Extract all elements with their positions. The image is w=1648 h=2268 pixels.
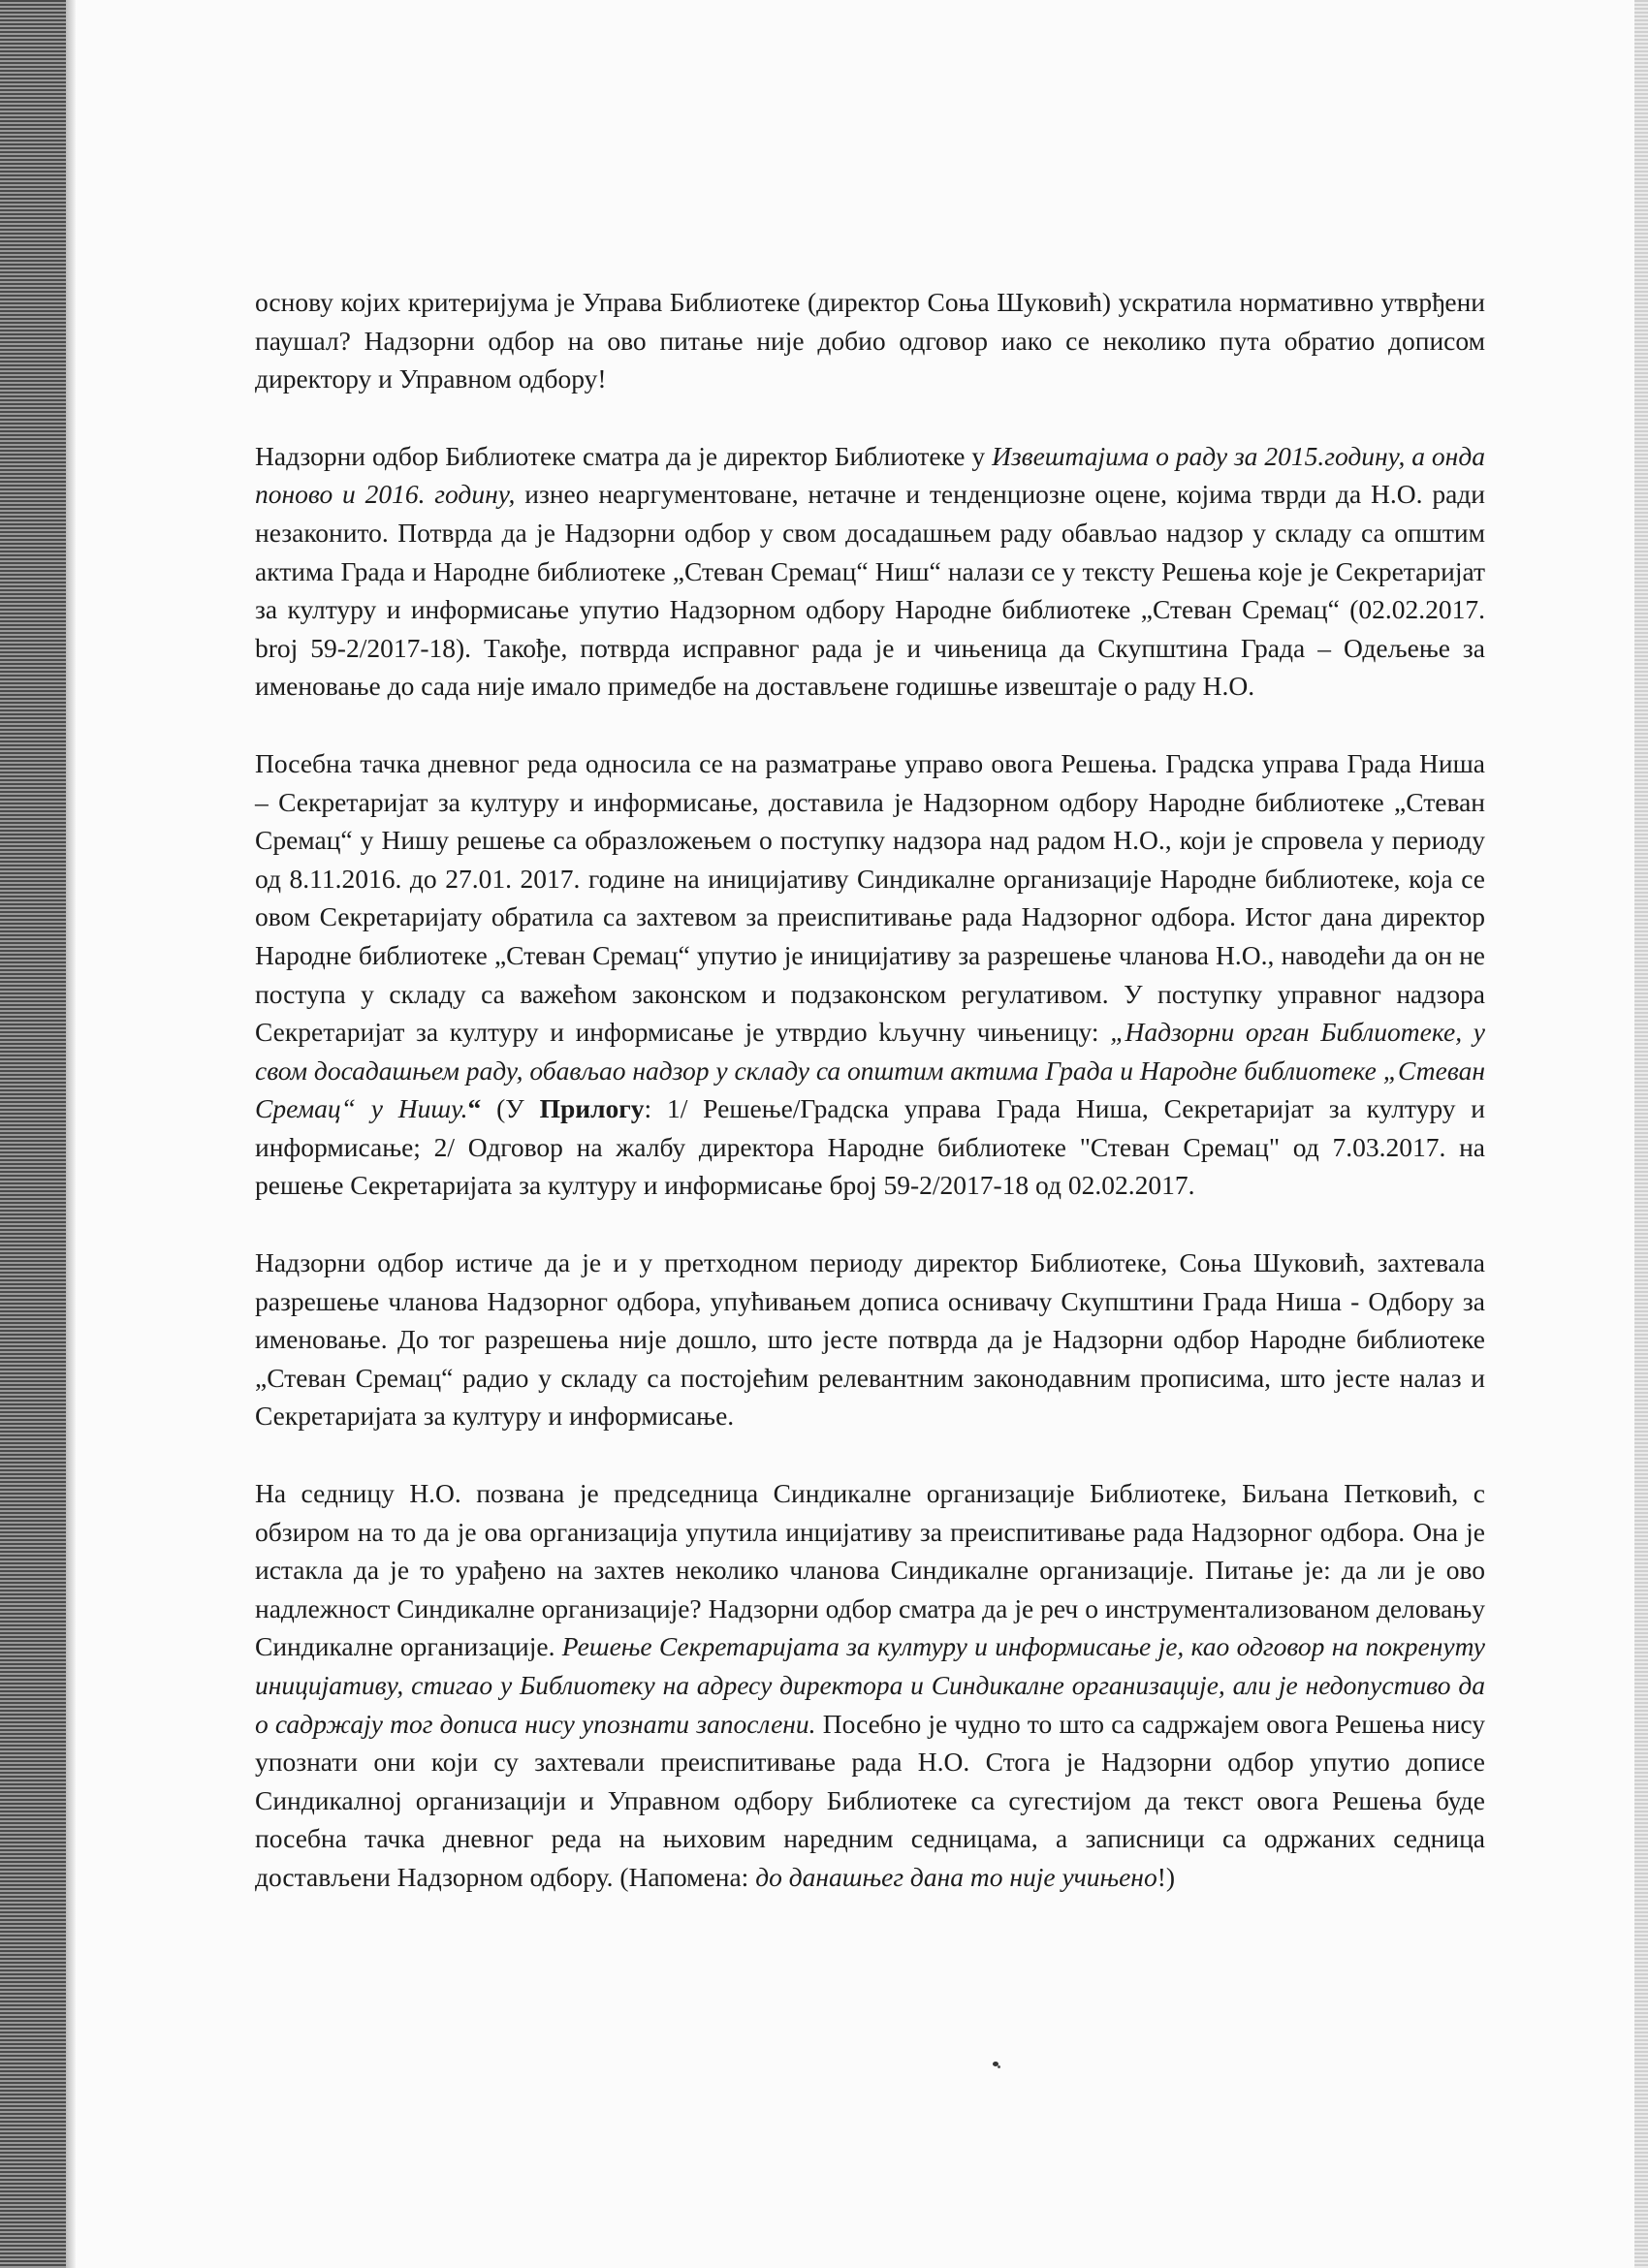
paragraph-5 xyxy=(255,1474,1485,1897)
paragraph-5-text-a: На седницу Н.О. позвана је председница Синдикалне организације Библиотеке, Биљана Петковић, с обзиром на то да је ова организација упутила инцијативу за преиспитивање рада Надзорног одбора. Она је истакла да је то урађено на захтев неколико чланова Синдикалне организације. Питање је: да ли је ово надлежност Синдикалне организације? Надзорни одбор сматра да је реч о инструментализованом деловању Синдикалне организације. xyxy=(255,1478,1485,1662)
paragraph-3-text-f: : 1/ Решење/Градска управа Града Ниша, Секретаријат за културу и информисање; 2/ Одговор на жалбу директора Народне библиотеке "Стеван Сремац" од 7.03.2017. на решење Секретаријата за културу и информисање број 59-2/2017-18 од 02.02.2017. xyxy=(255,1093,1485,1201)
paragraph-3-text-d: (У xyxy=(481,1093,540,1124)
paragraph-3-quote-close: “ xyxy=(467,1093,482,1124)
paragraph-2 xyxy=(255,437,1485,706)
scan-border-right xyxy=(1634,0,1648,2268)
paragraph-5-italic: Решење Секретаријата за културу и информисање је, као одговор на покренуту иницијативу, стигао у Библиотеку на адресу директора и Синдикалне организације, али је недопустиво да о садржају тог дописа нису упознати запослени. xyxy=(255,1631,1485,1739)
paragraph-2-text-a: Надзорни одбор Библиотеке сматра да је директор Библиотеке у xyxy=(255,440,993,471)
scan-border-left xyxy=(0,0,66,2268)
paragraph-3-attachment-label: Прилогу xyxy=(539,1093,645,1124)
paragraph-3-quote: „Надзорни орган Библиотеке, у свом досадашњем раду, обављао надзор у складу са општим актима Града и Народне библиотеке „Стеван Сремац“ у Нишу. xyxy=(255,1017,1485,1124)
paragraph-1: основу којих критеријума је Управа Библиотеке (директор Соња Шуковић) ускратила нормативно утврђени паушал? Надзорни одбор на ово питање није добио одговор иако се неколико пута обратио дописом директору и Управном одбору! xyxy=(255,287,1485,394)
paragraph-5-text-e: !) xyxy=(1157,1861,1176,1892)
scan-border-shadow xyxy=(66,0,76,2268)
paragraph-5-note-italic: до данашњег дана то није учињено xyxy=(755,1861,1157,1892)
paragraph-2-text-c: изнео неаргументоване, нетачне и тенденциозне оцене, којима тврди да Н.О. ради незаконито. Потврда да је Надзорни одбор у свом досадашњем раду обављао надзор у складу са општим актима Града и Народне библиотеке „Стеван Сремац“ Ниш“ налази се у тексту Решења које је Секретаријат за културу и информисање упутио Надзорном одбору Народне библиотеке „Стеван Сремац“ (02.02.2017. broj 59-2/2017-18). Такође, потврда исправног рада је и чињеница да Скупштина Града – Одељење за именовање до сада није имало примедбе на достављене годишње извештаје о раду Н.О. xyxy=(255,479,1485,702)
paragraph-4: Надзорни одбор истиче да је и у претходном периоду директор Библиотеке, Соња Шуковић, захтевала разрешење чланова Надзорног одбора, упућивањем дописа оснивачу Скупштини Града Ниша - Одбору за именовање. До тог разрешења није дошло, што јесте потврда да је Надзорни одбор Народне библиотеке „Стеван Сремац“ радио у складу са постојећим релевантним законодавним прописима, што јесте налаз и Секретаријата за културу и информисање. xyxy=(255,1247,1485,1432)
document-body xyxy=(255,283,1485,1897)
scan-speck-small xyxy=(998,2065,1000,2068)
paragraph-2-italic: Извештајима о раду за 2015.годину, а онда поново и 2016. годину, xyxy=(255,440,1485,510)
paragraph-3 xyxy=(255,744,1485,1205)
paragraph-5-text-c: Посебно је чудно то што са садржајем овога Решења нису упознати они који су захтевали преиспитивање рада Н.О. Стога је Надзорни одбор упутио дописе Синдикалној организацији и Управном одбору Библиотеке са сугестијом да текст овога Решења буде посебна тачка дневног реда на њиховим наредним седницама, а записници са одржаних седница достављени Надзорном одбору. (Напомена: xyxy=(255,1708,1485,1892)
paragraph-3-text-a: Посебна тачка дневног реда односила се на разматрање управо овога Решења. Градска управа Града Ниша – Секретаријат за културу и информисање, доставила је Надзорном одбору Народне библиотеке „Стеван Сремац“ у Нишу решење са образложењем о поступку надзора над радом Н.О., који је спровела у периоду од 8.11.2016. до 27.01. 2017. године на иницијативу Синдикалне организације Народне библиотеке, која се овом Секретаријату обратила са захтевом за преиспитивање рада Надзорног одбора. Истог дана директор Народне библиотеке „Стеван Сремац“ упутио је иницијативу за разрешење чланова Н.О., наводећи да он не поступа у складу са важећом законском и подзаконском регулативом. У поступку управног надзора Секретаријат за културу и информисање је утврдио kључну чињеницу: xyxy=(255,747,1485,1048)
